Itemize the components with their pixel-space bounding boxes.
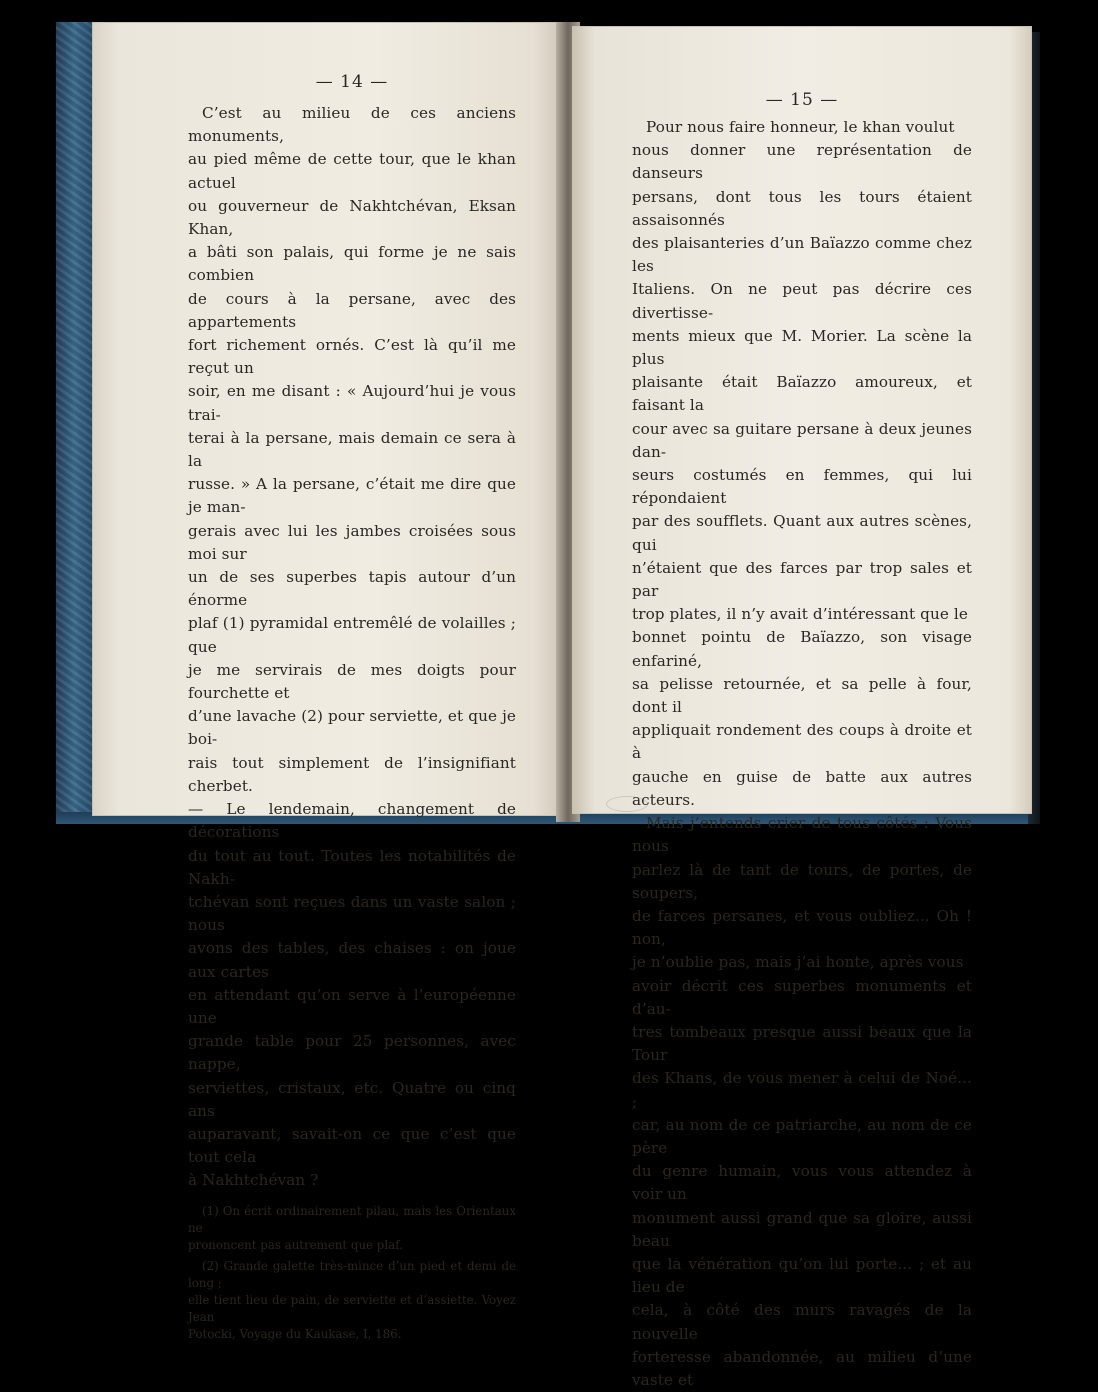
footnote-2: (2) Grande galette très-mince d’un pied et demi de long ; elle tient lieu de pain, de serviette et d’assiette. Voyez Jean Potocki, Voyage du Kaukase, I, 186. xyxy=(188,1258,516,1341)
page-number-right: — 15 — xyxy=(765,90,839,110)
left-page xyxy=(92,22,562,1341)
page-number-left: — 14 — xyxy=(315,72,389,92)
right-body-paragraph-2: Mais j’entends crier de tous côtés : Vous nous parlez là de tant de tours, de portes, de soupers, de farces persanes, et vous oubliez... Oh ! non, je n’oublie pas, mais j’ai honte, après vous avoir décrit ces superbes monuments et d’au- tres tombeaux presque aussi beaux que la Tour des Khans, de vous mener à celui de Noé... ; car, au nom de ce patriarche, au nom de ce père du genre humain, vous vous attendez à voir un monument aussi grand que sa gloire, aussi beau que la vénération qu’on lui porte... ; et au lieu de cela, à côté des murs ravagés de la nouvelle forteresse abandonnée, au milieu d’une vaste et xyxy=(632,814,972,1389)
left-page-content xyxy=(188,72,516,1343)
right-body-paragraph-1: Pour nous faire honneur, le khan voulut nous donner une représentation de danseurs persans, dont tous les tours étaient assaisonnés des plaisanteries d’un Baïazzo comme chez les Italiens. On ne peut pas décrire ces divertisse- ments mieux que M. Morier. La scène la plus plaisante était Baïazzo amoureux, et faisant la cour avec sa guitare persane à deux jeunes dan- seurs costumés en femmes, qui lui répondaient par des soufflets. Quant aux autres scènes, qui n’étaient que des farces par trop sales et par trop plates, il n’y avait d’intéressant que le bonnet pointu de Baïazzo, son visage enfariné, sa pelisse retournée, et sa pelle à four, dont il appliquait rondement des coups à droite et à gauche en guise de batte aux autres acteurs. xyxy=(632,118,972,809)
right-page-content xyxy=(632,90,972,1392)
open-book xyxy=(56,22,1040,1389)
paper-stain xyxy=(606,796,648,812)
footnote-1: (1) On écrit ordinairement pilau, mais les Orientaux ne prononcent pas autrement que plaf. xyxy=(188,1203,516,1252)
left-body-text: C’est au milieu de ces anciens monuments, au pied même de cette tour, que le khan actuel ou gouverneur de Nakhtchévan, Eksan Khan, a bâti son palais, qui forme je ne sais combien de cours à la persane, avec des appartements fort richement ornés. C’est là qu’il me reçut un soir, en me disant : « Aujourd’hui je vous trai- terai à la persane, mais demain ce sera à la russe. » A la persane, c’était me dire que je man- gerais avec lui les jambes croisées sous moi sur un de ses superbes tapis autour d’un énorme plaf (1) pyramidal entremêlé de volailles ; que je me servirais de mes doigts pour fourchette et d’une lavache (2) pour serviette, et que je boi- rais tout simplement de l’insignifiant cherbet. — Le lendemain, changement de décorations du tout au tout. Toutes les notabilités de Nakh- tchévan sont reçues dans un vaste salon ; nous avons des tables, des chaises : on joue aux cartes en attendant qu’on serve à l’européenne une grande table pour 25 personnes, avec nappe, serviettes, cristaux, etc. Quatre ou cinq ans auparavant, savait-on ce que c’est que tout cela à Nakhtchévan ? xyxy=(188,104,516,1190)
right-page xyxy=(572,26,1032,1389)
